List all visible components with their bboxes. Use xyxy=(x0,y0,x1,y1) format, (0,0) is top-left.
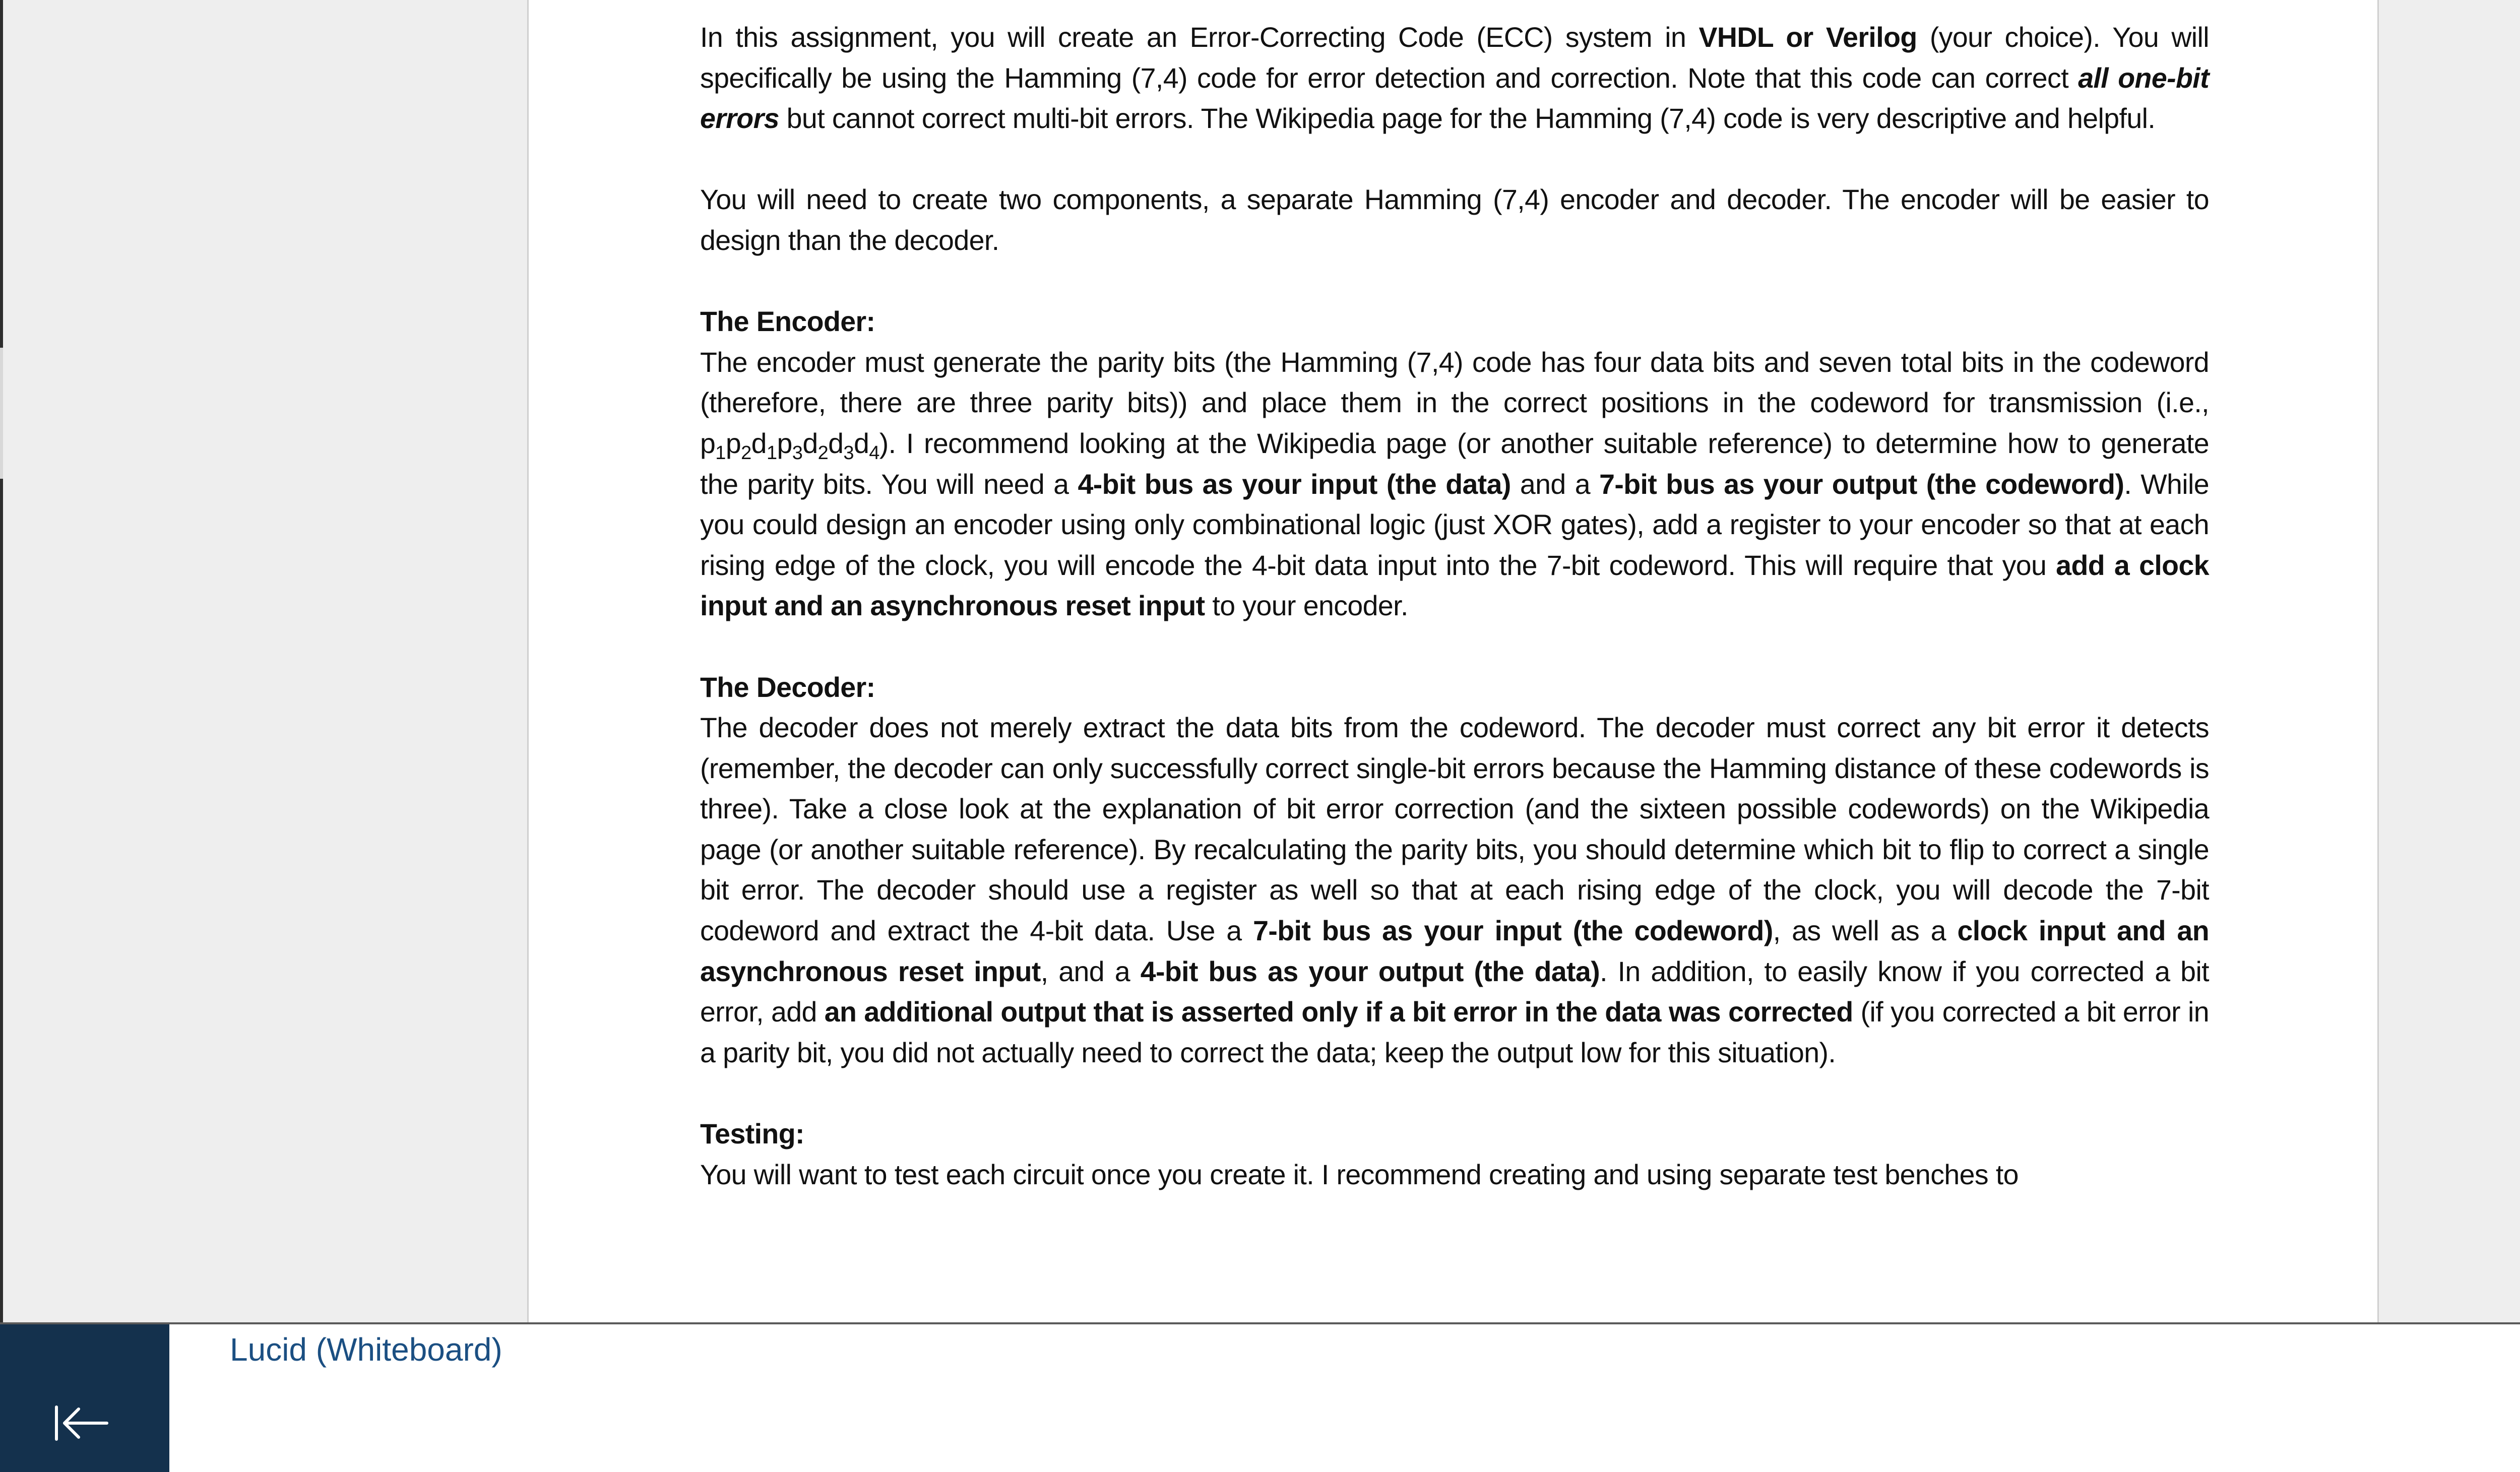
document-body xyxy=(700,17,2209,1195)
encoder-paragraph xyxy=(700,342,2209,626)
decoder-paragraph xyxy=(700,708,2209,1073)
decoder-input-emphasis: 7-bit bus as your input (the codeword) xyxy=(1253,915,1773,947)
document-page xyxy=(527,0,2379,1324)
decoder-heading: The Decoder: xyxy=(700,671,875,703)
intro-language-emphasis: VHDL or Verilog xyxy=(1698,22,1917,53)
codeword-bit: $d_3$ xyxy=(828,427,854,464)
codeword-bit-order xyxy=(700,427,879,464)
encoder-output-emphasis: 7-bit bus as your output (the codeword) xyxy=(1599,468,2124,500)
intro-text: but cannot correct multi-bit errors. The Wikipedia page for the Hamming (7,4) code is very descriptive and helpful. xyxy=(779,103,2156,135)
decoder-text: (if you corrected a bit error in a parity bit, you did not actually need to correct the data; keep the output low for this situation). xyxy=(700,996,2210,1068)
collapse-sidebar-button[interactable] xyxy=(0,1324,169,1472)
decoder-text: The decoder does not merely extract the data bits from the codeword. The decoder must correct any bit error it detects (remember, the decoder can only successfully correct single-bit errors because the Hamming distance of these codewords is three). Take a close look at the explanation of bit error correction (and the sixteen possible codewords) on the Wikipedia page (or another suitable reference). By recalculating the parity bits, you should determine which bit to flip to correct a single bit error. The decoder should use a register as well so that at each rising edge of the clock, you will decode the 7-bit codeword and extract the 4-bit data. Use a xyxy=(700,712,2209,947)
codeword-bit: $p_1$ xyxy=(700,427,726,464)
testing-paragraph: You will want to test each circuit once you create it. I recommend creating and using separate test benches to xyxy=(700,1159,2019,1190)
encoder-heading: The Encoder: xyxy=(700,306,875,338)
intro-paragraph xyxy=(700,17,2209,139)
encoder-text: The encoder must generate the parity bits (the Hamming (7,4) code has four data bits and seven total bits in the codeword (therefore, there are three parity bits)) and place them in the correct positions in the codeword for transmission (i.e., xyxy=(700,346,2209,419)
encoder-text: . While you could design an encoder using only combinational logic (just XOR gates), add a register to your encoder so that at each rising edge of the clock, you will encode the 4-bit data input into the 7-bit codeword. This will require that you xyxy=(700,468,2209,581)
scroll-track-segment xyxy=(0,479,3,1324)
components-paragraph: You will need to create two components, a separate Hamming (7,4) encoder and decoder. The encoder will be easier to design than the decoder. xyxy=(700,184,2209,256)
codeword-bit: $p_2$ xyxy=(725,427,751,464)
collapse-left-icon xyxy=(53,1405,110,1441)
codeword-bit: $d_1$ xyxy=(751,427,777,464)
codeword-bit: $d_4$ xyxy=(853,427,879,464)
codeword-bit: $d_2$ xyxy=(802,427,829,464)
scroll-track-segment xyxy=(0,0,3,348)
bottom-bar xyxy=(0,1324,2520,1472)
encoder-input-emphasis: 4-bit bus as your input (the data) xyxy=(1078,468,1511,500)
encoder-clock-emphasis: add a clock input and an asynchronous reset input xyxy=(700,549,2210,622)
decoder-flag-emphasis: an additional output that is asserted only if a bit error in the data was corrected xyxy=(824,996,1853,1028)
decoder-text: , as well as a xyxy=(1773,915,1958,947)
intro-error-emphasis: all one-bit errors xyxy=(700,62,2210,135)
encoder-text: ). I recommend looking at the Wikipedia page (or another suitable reference) to determine how to generate the parity bits. You will need a xyxy=(700,427,2209,500)
decoder-text: , and a xyxy=(1040,955,1141,987)
intro-text: In this assignment, you will create an Error-Correcting Code (ECC) system in xyxy=(700,22,1699,53)
intro-text: (your choice). You will specifically be using the Hamming (7,4) code for error detection and correction. Note that this code can correct xyxy=(700,22,2209,94)
codeword-bit: $p_3$ xyxy=(777,427,803,464)
testing-heading: Testing: xyxy=(700,1118,804,1150)
decoder-clock-emphasis: clock input and an asynchronous reset input xyxy=(700,915,2210,987)
encoder-text: and a xyxy=(1510,468,1600,500)
lucid-whiteboard-link[interactable]: Lucid (Whiteboard) xyxy=(230,1331,502,1368)
encoder-text: to your encoder. xyxy=(1205,590,1408,622)
viewer-left-edge xyxy=(0,0,3,1324)
decoder-output-emphasis: 4-bit bus as your output (the data) xyxy=(1140,955,1600,987)
decoder-text: . In addition, to easily know if you corrected a bit error, add xyxy=(700,955,2209,1028)
